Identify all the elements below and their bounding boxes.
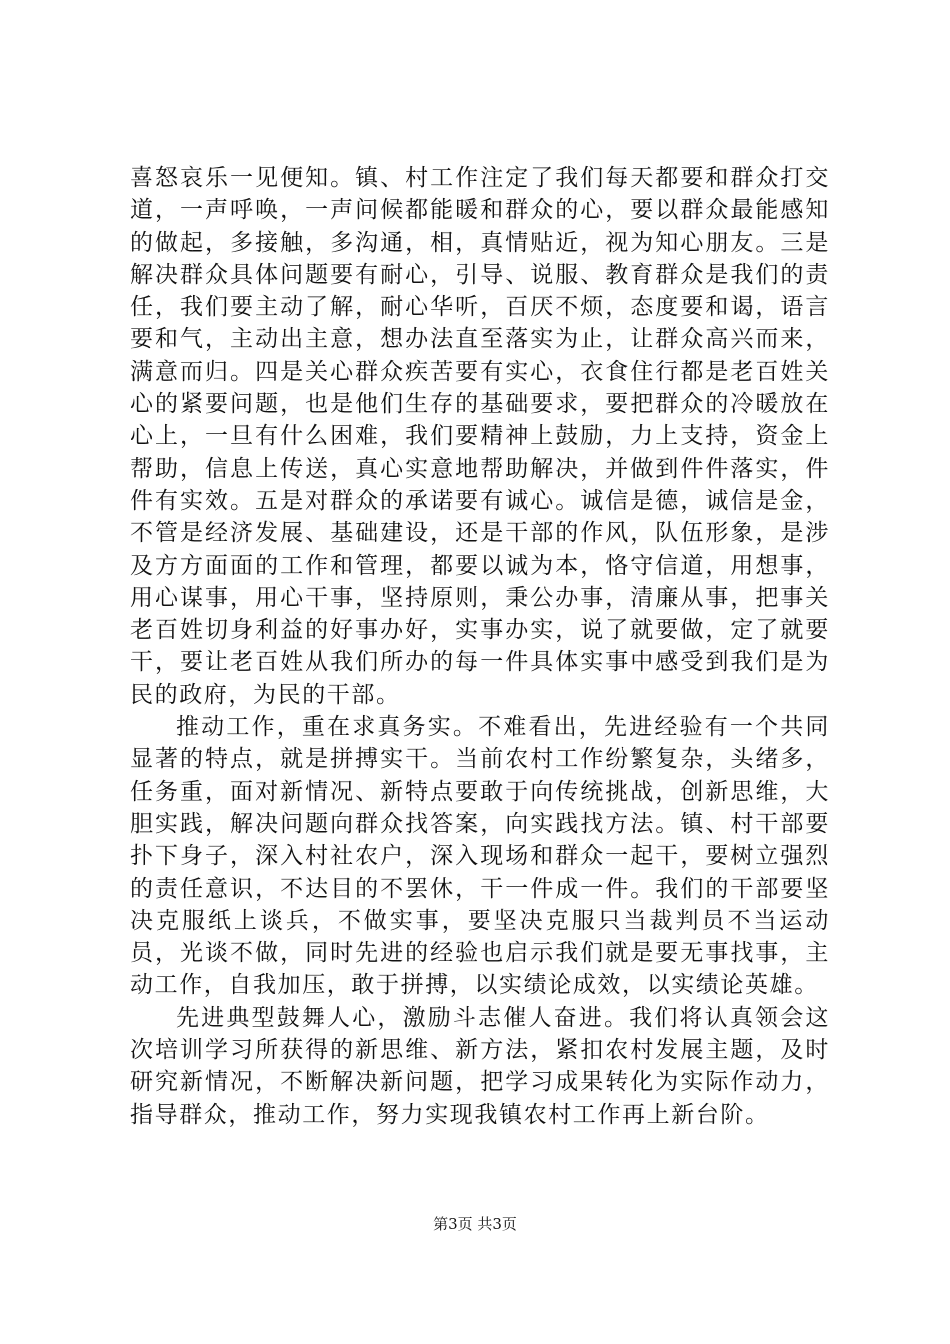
page-number-footer: 第3页 共3页 <box>433 1215 517 1233</box>
paragraph-3: 先进典型鼓舞人心，激励斗志催人奋进。我们将认真领会这次培训学习所获得的新思维、新方法，紧扣农村发展主题，及时研究新情况，不断解决新问题，把学习成果转化为实际作动力，指导群众，推动工作，努力实现我镇农村工作再上新台阶。 <box>130 1004 830 1128</box>
document-body <box>130 162 830 1131</box>
paragraph-1: 喜怒哀乐一见便知。镇、村工作注定了我们每天都要和群众打交道，一声呼唤，一声问候都能暖和群众的心，要以群众最能感知的做起，多接触，多沟通，相，真情贴近，视为知心朋友。三是解决群众具体问题要有耐心，引导、说服、教育群众是我们的责任，我们要主动了解，耐心华听，百厌不烦，态度要和谒，语言要和气，主动出主意，想办法直至落实为止，让群众高兴而来，满意而归。四是关心群众疾苦要有实心，衣食住行都是老百姓关心的紧要问题，也是他们生存的基础要求，要把群众的冷暖放在心上，一旦有什么困难，我们要精神上鼓励，力上支持，资金上帮助，信息上传送，真心实意地帮助解决，并做到件件落实，件件有实效。五是对群众的承诺要有诚心。诚信是德，诚信是金，不管是经济发展、基础建设，还是干部的作风，队伍形象，是涉及方方面面的工作和管理，都要以诚为本，恪守信道，用想事，用心谋事，用心干事，坚持原则，秉公办事，清廉从事，把事关老百姓切身利益的好事办好，实事办实，说了就要做，定了就要干，要让老百姓从我们所办的每一件具体实事中感受到我们是为民的政府，为民的干部。 <box>130 165 830 708</box>
paragraph-2: 推动工作，重在求真务实。不难看出，先进经验有一个共同显著的特点，就是拼搏实干。当前农村工作纷繁复杂，头绪多，任务重，面对新情况、新特点要敢于向传统挑战，创新思维，大胆实践，解决问题向群众找答案，向实践找方法。镇、村干部要扑下身子，深入村社农户，深入现场和群众一起干，要树立强烈的责任意识，不达目的不罢休，干一件成一件。我们的干部要坚决克服纸上谈兵，不做实事，要坚决克服只当裁判员不当运动员，光谈不做，同时先进的经验也启示我们就是要无事找事，主动工作，自我加压，敢于拼搏，以实绩论成效，以实绩论英雄。 <box>130 714 830 999</box>
